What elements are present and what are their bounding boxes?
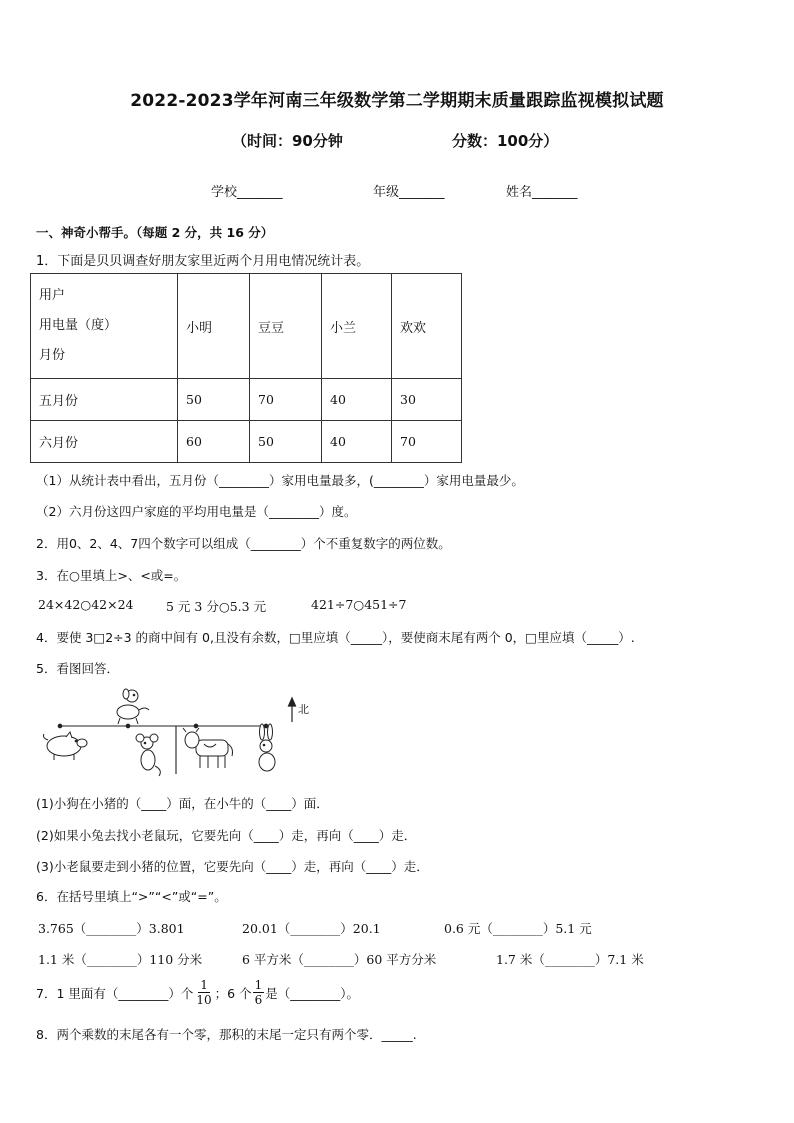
q2-text: 2．用0、2、4、7四个数字可以组成（________）个不重复数字的两位数。 (36, 536, 451, 551)
table-cell: 30 (392, 379, 462, 421)
q6-item-4: 1.1 米（________）110 分米 (38, 952, 203, 967)
table-cell: 40 (322, 421, 392, 463)
dog-icon (117, 689, 149, 724)
mouse-icon (136, 734, 160, 776)
q8-text: 8．两个乘数的末尾各有一个零，那积的末尾一定只有两个零．_____. (36, 1027, 417, 1042)
table-cell: 50 (250, 421, 322, 463)
exam-title: 2022-2023学年河南三年级数学第二学期期末质量跟踪监视模拟试题 (130, 91, 664, 111)
table-corner-header (31, 274, 178, 379)
north-arrow-icon (289, 698, 296, 722)
school-field: 学校_______ (211, 185, 283, 200)
north-label: 北 (298, 703, 309, 716)
column-header: 小明 (178, 274, 250, 379)
q7-part1: 7．1 里面有（________）个 (36, 985, 194, 1001)
table-cell: 60 (178, 421, 250, 463)
fraction-one-tenth (194, 978, 213, 1007)
q3-item-3: 421÷7○451÷7 (311, 597, 407, 612)
q6-item-2: 20.01（________）20.1 (242, 921, 381, 936)
electricity-table (30, 273, 462, 463)
corner-usage-label: 用电量（度） (39, 318, 118, 333)
q5-sub1: (1)小狗在小猪的（____）面，在小牛的（____）面． (36, 796, 329, 811)
q1-stem: 1．下面是贝贝调查好朋友家里近两个月用电情况统计表。 (36, 254, 370, 269)
q6-item-3: 0.6 元（________）5.1 元 (444, 921, 592, 936)
rabbit-icon (259, 724, 275, 771)
exam-score: 分数：100分） (452, 132, 559, 150)
column-header: 小兰 (322, 274, 392, 379)
fraction-denominator: 10 (196, 993, 212, 1007)
table-row (31, 379, 462, 421)
q6-stem: 6．在括号里填上“>”“<”或“=”。 (36, 889, 227, 904)
table-cell: 70 (250, 379, 322, 421)
column-header: 豆豆 (250, 274, 322, 379)
row-label: 六月份 (31, 421, 178, 463)
q1-sub2: （2）六月份这四户家庭的平均用电量是（________）度。 (36, 504, 357, 519)
q6-item-6: 1.7 米（________）7.1 米 (496, 952, 644, 967)
exam-time: （时间：90分钟 (232, 132, 343, 150)
q5-sub3: (3)小老鼠要走到小猪的位置，它要先向（____）走，再向（____）走． (36, 859, 429, 874)
corner-month-label: 月份 (39, 348, 66, 363)
q3-item-1: 24×42○42×24 (38, 597, 134, 612)
direction-map-picture (36, 688, 326, 780)
table-cell: 70 (392, 421, 462, 463)
fraction-numerator: 1 (254, 978, 263, 992)
cow-icon (183, 728, 233, 768)
table-cell: 50 (178, 379, 250, 421)
q6-item-1: 3.765（________）3.801 (38, 921, 185, 936)
column-header: 欢欢 (392, 274, 462, 379)
q7-part2: ；6 个 (214, 985, 252, 1001)
fraction-denominator: 6 (254, 993, 263, 1007)
q6-item-5: 6 平方米（________）60 平方分米 (242, 952, 437, 967)
pig-icon (44, 732, 88, 760)
q7-text (36, 978, 359, 1007)
table-row (31, 421, 462, 463)
fraction-numerator: 1 (200, 978, 208, 992)
q1-sub1: （1）从统计表中看出，五月份（________）家用电量最多，(________）家用电量最少。 (36, 473, 524, 488)
q3-stem: 3．在○里填上>、<或=。 (36, 568, 187, 583)
fraction-one-sixth (253, 978, 265, 1007)
q5-stem: 5．看图回答． (36, 661, 119, 676)
q5-sub2: (2)如果小兔去找小老鼠玩，它要先向（____）走，再向（____）走． (36, 828, 417, 843)
q4-text: 4．要使 3□2÷3 的商中间有 0,且没有余数，□里应填（_____），要使商末尾有两个 0，□里应填（_____）. (36, 630, 635, 645)
table-cell: 40 (322, 379, 392, 421)
q3-item-2: 5 元 3 分○5.3 元 (166, 599, 267, 614)
corner-user-label: 用户 (39, 288, 66, 303)
grade-field: 年级_______ (373, 185, 445, 200)
q7-part3: 是（________）。 (265, 985, 360, 1001)
row-label: 五月份 (31, 379, 178, 421)
section-1-heading: 一、神奇小帮手。（每题 2 分，共 16 分） (36, 225, 274, 240)
name-field: 姓名_______ (506, 185, 578, 200)
